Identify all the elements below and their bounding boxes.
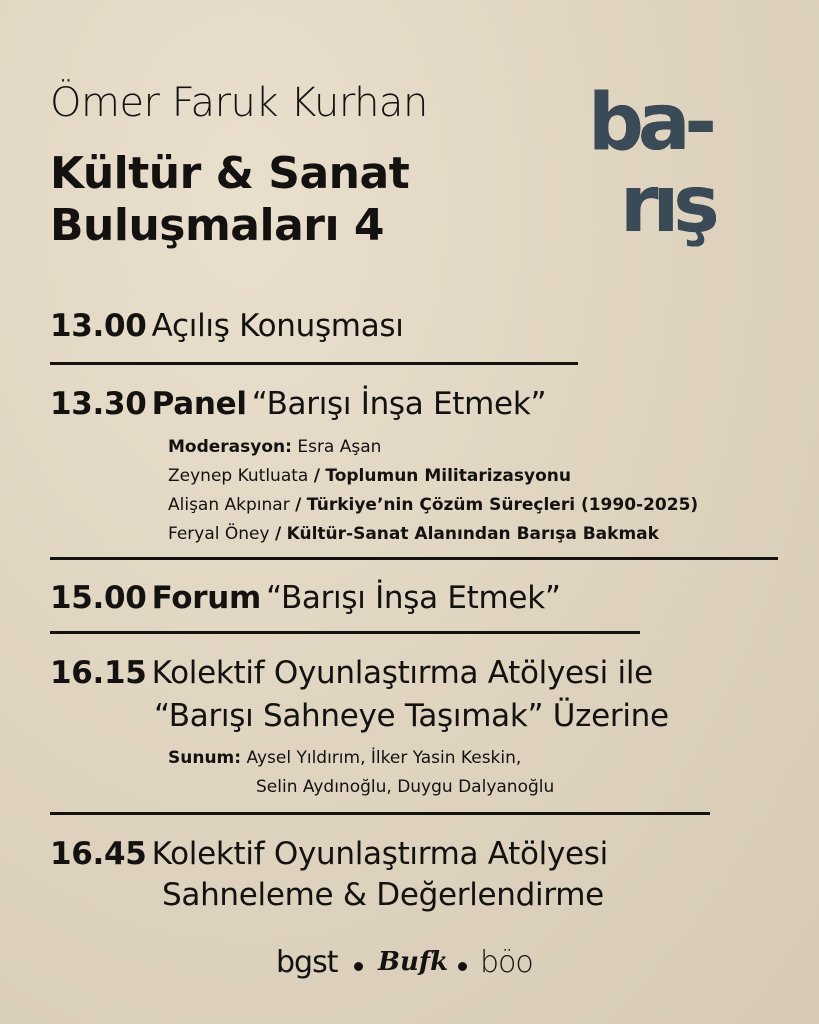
host-name: Ömer Faruk Kurhan — [50, 80, 428, 126]
schedule-slot-1300 — [50, 308, 404, 344]
slot-title: Açılış Konuşması — [151, 308, 404, 344]
speaker-separator: / — [295, 495, 302, 515]
event-title-line1: Kültür & Sanat — [50, 148, 410, 199]
logo-line1: ba- — [588, 78, 711, 168]
schedule-slot-1500 — [50, 580, 561, 616]
moderator-name: Esra Aşan — [297, 437, 382, 457]
presenter-names-line2: Selin Aydınoğlu, Duygu Dalyanoğlu — [256, 777, 555, 797]
slot-time: 16.45 — [50, 836, 147, 872]
divider — [50, 631, 640, 634]
speaker-separator: / — [313, 466, 320, 486]
schedule-slot-1330 — [50, 386, 546, 422]
baris-logo — [588, 78, 748, 254]
slot-time: 15.00 — [50, 580, 147, 616]
presenter-label: Sunum: — [168, 748, 242, 768]
slot-title-line2: “Barışı Sahneye Taşımak” Üzerine — [154, 698, 669, 734]
speaker-line — [168, 495, 698, 515]
divider — [50, 557, 778, 560]
boo-logo: böo — [480, 945, 533, 980]
separator-dot — [458, 962, 467, 971]
slot-time: 13.30 — [50, 386, 147, 422]
slot-title-line2: Sahneleme & Değerlendirme — [162, 877, 604, 913]
speaker-topic: Toplumun Militarizasyonu — [325, 466, 571, 486]
slot-title: “Barışı İnşa Etmek” — [251, 386, 547, 422]
slot-title-line1: Kolektif Oyunlaştırma Atölyesi ile — [151, 655, 653, 691]
moderator-label: Moderasyon: — [168, 437, 292, 457]
divider — [50, 362, 578, 365]
speaker-separator: / — [274, 524, 282, 544]
schedule-slot-1615 — [50, 655, 653, 691]
speaker-name: Zeynep Kutluata — [168, 466, 309, 486]
speaker-topic: Türkiye’nin Çözüm Süreçleri (1990-2025) — [306, 495, 699, 515]
event-title-line2: Buluşmaları 4 — [50, 200, 384, 251]
slot-title-line1: Kolektif Oyunlaştırma Atölyesi — [151, 836, 608, 872]
moderator-line — [168, 437, 381, 457]
logo-line2: rış — [620, 160, 714, 250]
divider — [50, 812, 710, 815]
event-title — [50, 148, 520, 252]
speaker-line — [168, 466, 571, 486]
bgst-logo: bgst — [276, 945, 338, 980]
slot-kind: Forum — [151, 580, 262, 616]
bufk-logo: Bufk — [378, 947, 449, 977]
slot-title: “Barışı İnşa Etmek” — [266, 580, 561, 616]
slot-kind: Panel — [151, 386, 247, 422]
separator-dot — [354, 962, 363, 971]
speaker-name: Alişan Akpınar — [168, 495, 290, 515]
speaker-line — [168, 524, 659, 544]
speaker-name: Feryal Öney — [168, 524, 270, 544]
speaker-topic: Kültür-Sanat Alanından Barışa Bakmak — [286, 524, 659, 544]
presenter-line — [168, 748, 521, 768]
slot-time: 13.00 — [50, 308, 147, 344]
schedule-slot-1645 — [50, 836, 608, 872]
organizer-logos — [0, 945, 819, 985]
presenter-names: Aysel Yıldırım, İlker Yasin Keskin, — [246, 748, 522, 768]
slot-time: 16.15 — [50, 655, 147, 691]
